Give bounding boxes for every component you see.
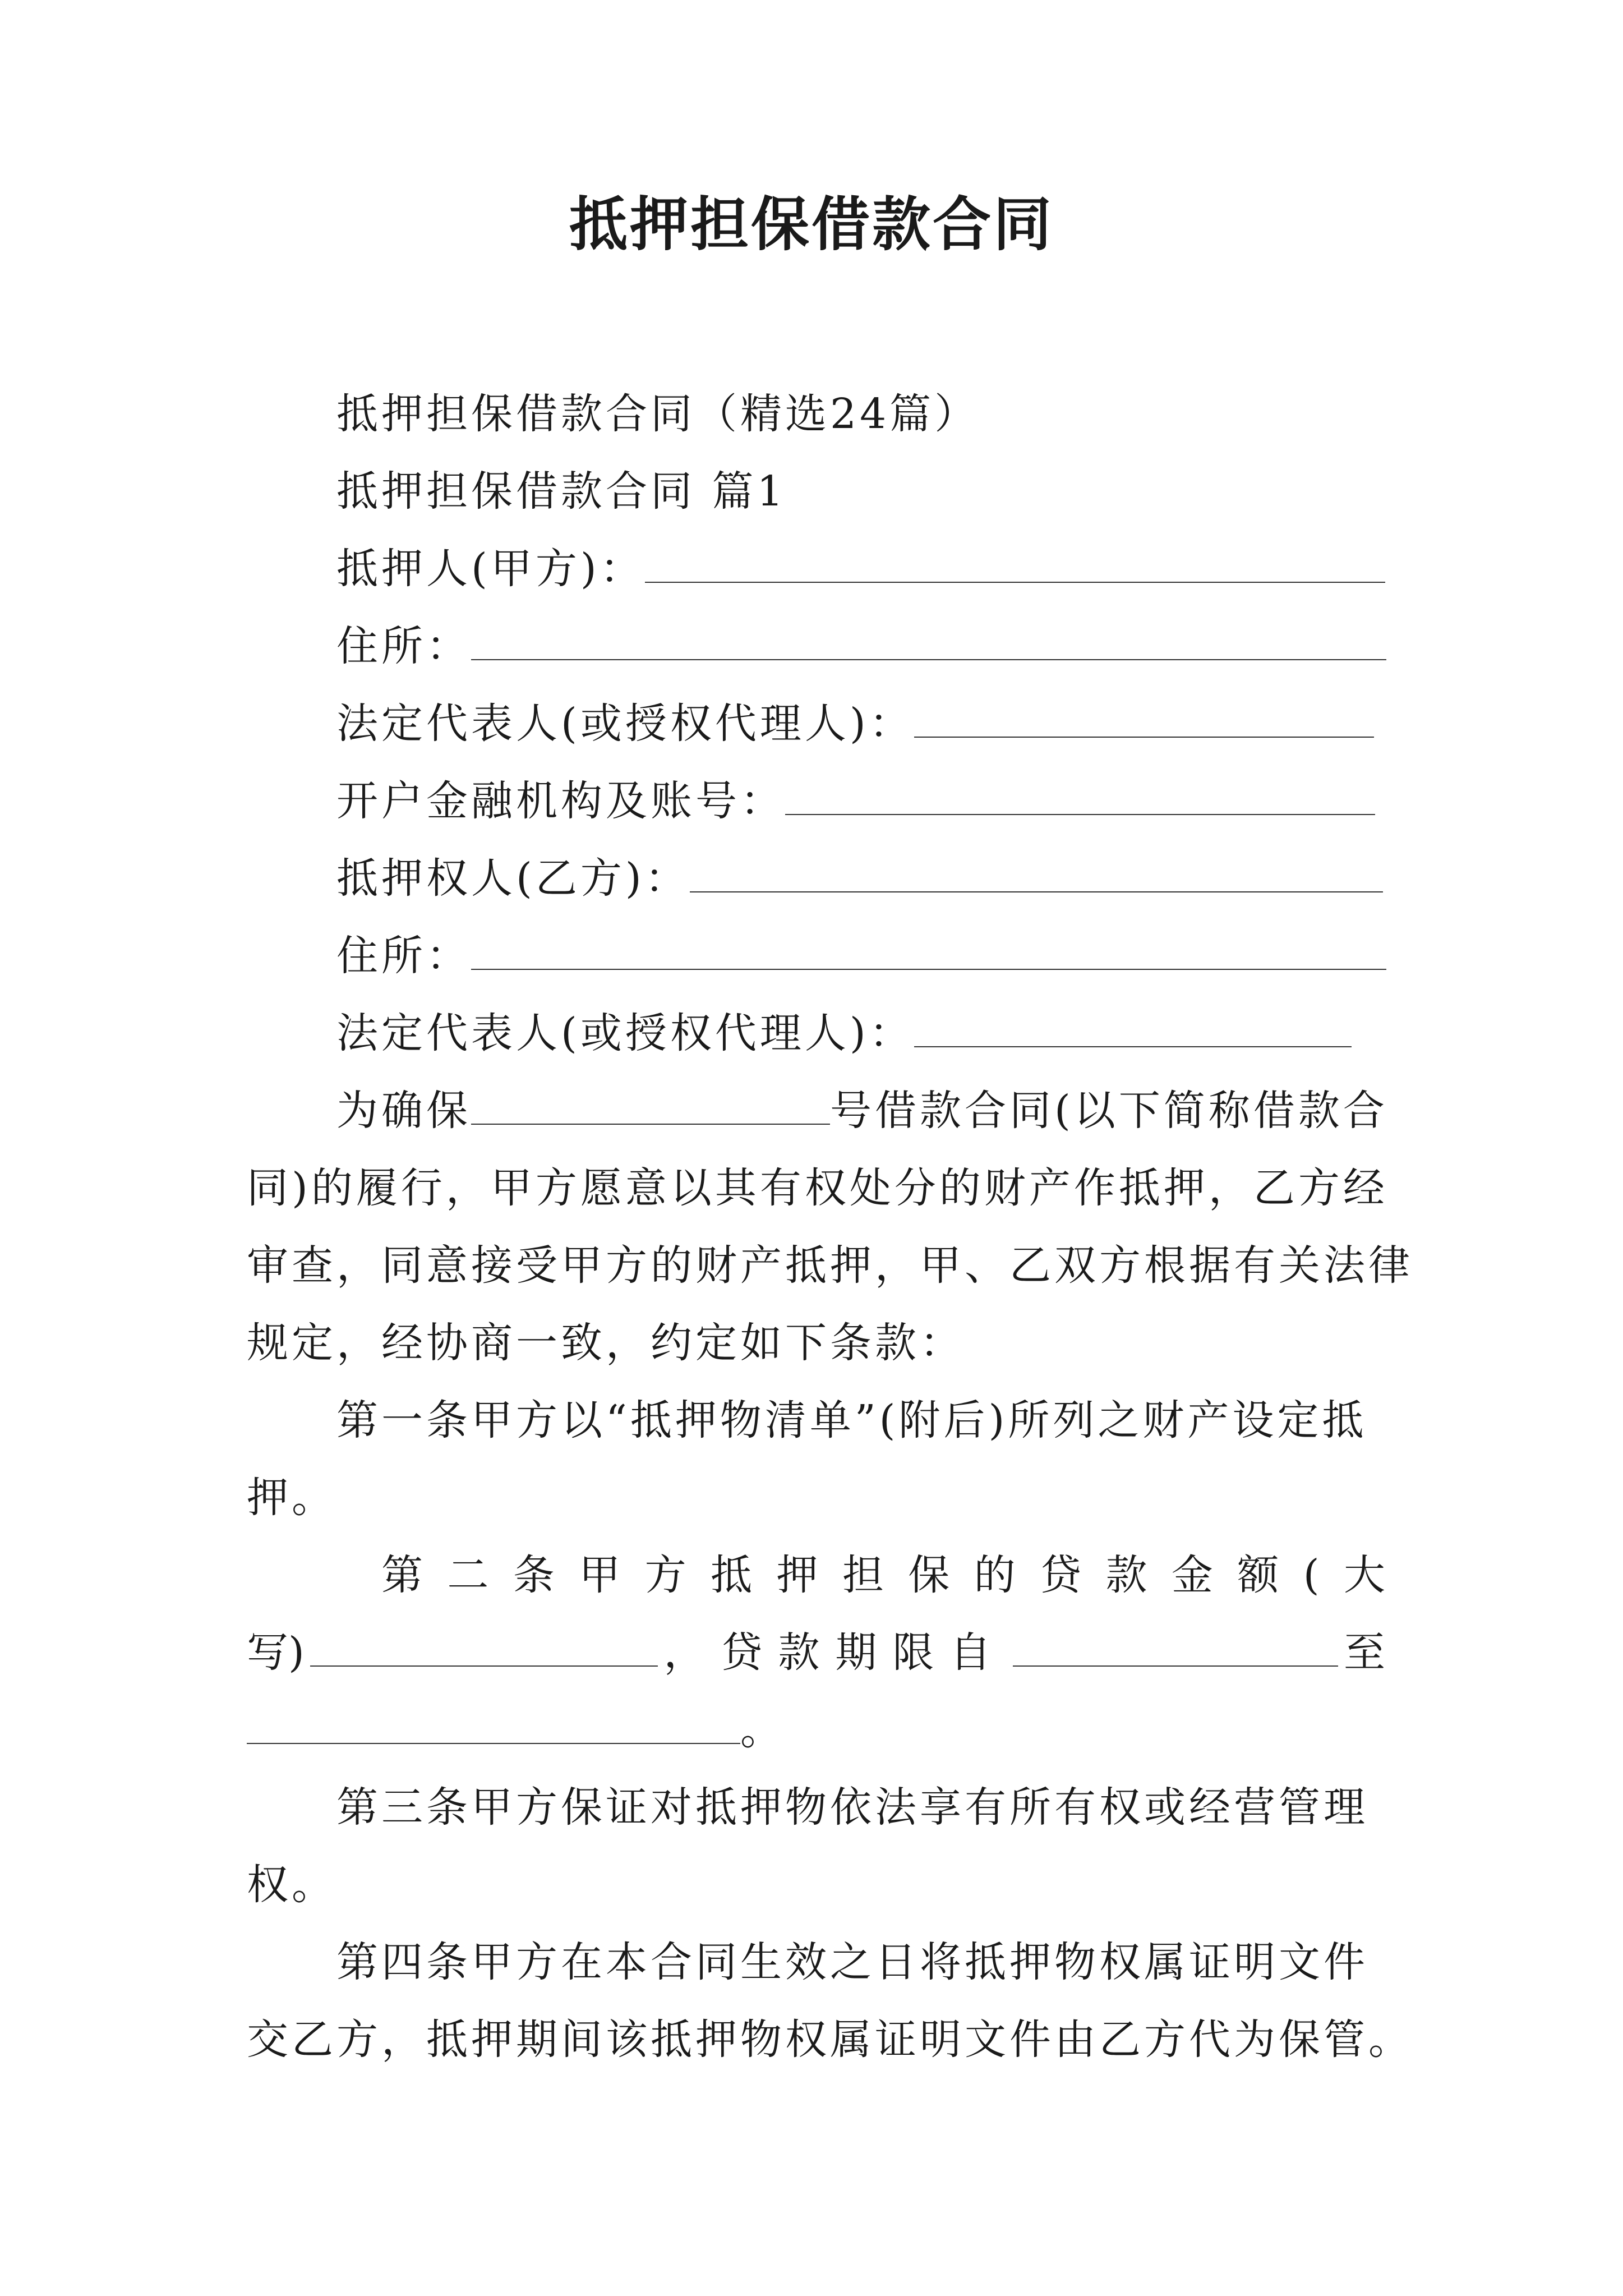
preamble-end: 号借款合同(以下简称借款合	[830, 1087, 1388, 1135]
article-4-line-2: 交乙方，抵押期间该抵押物权属证明文件由乙方代为保管。	[247, 2016, 1413, 2064]
article-4-line-1: 第四条甲方在本合同生效之日将抵押物权属证明文件	[336, 1938, 1368, 1986]
preamble-line-2: 同)的履行，甲方愿意以其有权处分的财产作抵押，乙方经	[247, 1164, 1388, 1212]
article-2-text-b: ，贷款期限自	[663, 1628, 1007, 1677]
article-2-char: (	[1303, 1551, 1320, 1599]
bank-account-blank[interactable]	[785, 777, 1375, 815]
subtitle: 抵押担保借款合同（精选24篇）	[336, 390, 980, 438]
article-1-line-1: 第一条甲方以“抵押物清单”(附后)所列之财产设定抵	[336, 1396, 1367, 1444]
loan-start-blank[interactable]	[1013, 1628, 1338, 1667]
address-b-blank[interactable]	[471, 932, 1386, 970]
article-2-char: 第	[381, 1551, 423, 1599]
article-2-text-a: 写)	[247, 1628, 305, 1677]
article-3-line-1: 第三条甲方保证对抵押物依法享有所有权或经营管理	[336, 1783, 1368, 1832]
legal-rep-a-blank[interactable]	[914, 700, 1374, 738]
address-b-field	[336, 928, 1386, 984]
mortgagee-blank[interactable]	[690, 854, 1383, 892]
article-2-line-1	[381, 1547, 1385, 1603]
article-2-end: 。	[740, 1706, 785, 1754]
loan-end-blank[interactable]	[247, 1706, 740, 1744]
mortgagee-label: 抵押权人(乙方)：	[336, 854, 690, 903]
article-2-char: 的	[974, 1551, 1016, 1599]
bank-account-field	[336, 773, 1375, 829]
article-2-line-2	[247, 1625, 1385, 1681]
article-2-char: 金	[1171, 1551, 1213, 1599]
article-2-char: 二	[447, 1551, 489, 1599]
article-2-char: 押	[776, 1551, 818, 1599]
mortgagor-field	[336, 541, 1385, 597]
preamble-line-4: 规定，经协商一致，约定如下条款：	[247, 1319, 965, 1367]
article-2-char: 保	[908, 1551, 950, 1599]
legal-rep-a-label: 法定代表人(或授权代理人)：	[336, 700, 914, 748]
bank-account-label: 开户金融机构及账号：	[336, 777, 785, 825]
preamble-start: 为确保	[336, 1087, 471, 1135]
legal-rep-b-field	[336, 1005, 1352, 1061]
article-2-char: 款	[1105, 1551, 1147, 1599]
mortgagor-label: 抵押人(甲方)：	[336, 545, 645, 593]
article-2-char: 条	[513, 1551, 555, 1599]
article-2-text-c: 至	[1344, 1628, 1385, 1677]
legal-rep-b-blank[interactable]	[914, 1009, 1352, 1047]
article-2-char: 甲	[579, 1551, 621, 1599]
article-2-char: 额	[1237, 1551, 1279, 1599]
article-2-char: 抵	[711, 1551, 753, 1599]
article-2-char: 担	[842, 1551, 884, 1599]
contract-number-blank[interactable]	[471, 1087, 830, 1125]
section-heading: 抵押担保借款合同 篇1	[336, 467, 787, 516]
legal-rep-b-label: 法定代表人(或授权代理人)：	[336, 1009, 914, 1057]
mortgagor-blank[interactable]	[645, 545, 1385, 583]
preamble-line-3: 审查，同意接受甲方的财产抵押，甲、乙双方根据有关法律	[247, 1241, 1413, 1290]
loan-amount-blank[interactable]	[310, 1628, 658, 1667]
address-a-field	[336, 618, 1386, 674]
article-2-line-3	[247, 1702, 785, 1758]
preamble-line-1	[336, 1083, 1388, 1139]
document-title: 抵押担保借款合同	[569, 190, 1054, 259]
legal-rep-a-field	[336, 696, 1374, 752]
article-2-char: 贷	[1040, 1551, 1082, 1599]
address-a-blank[interactable]	[471, 622, 1386, 660]
address-a-label: 住所：	[336, 622, 471, 670]
mortgagee-field	[336, 850, 1383, 907]
article-1-line-2: 押。	[247, 1474, 336, 1522]
article-2-char: 大	[1343, 1551, 1385, 1599]
article-2-char: 方	[644, 1551, 686, 1599]
article-3-line-2: 权。	[247, 1861, 336, 1909]
address-b-label: 住所：	[336, 932, 471, 980]
